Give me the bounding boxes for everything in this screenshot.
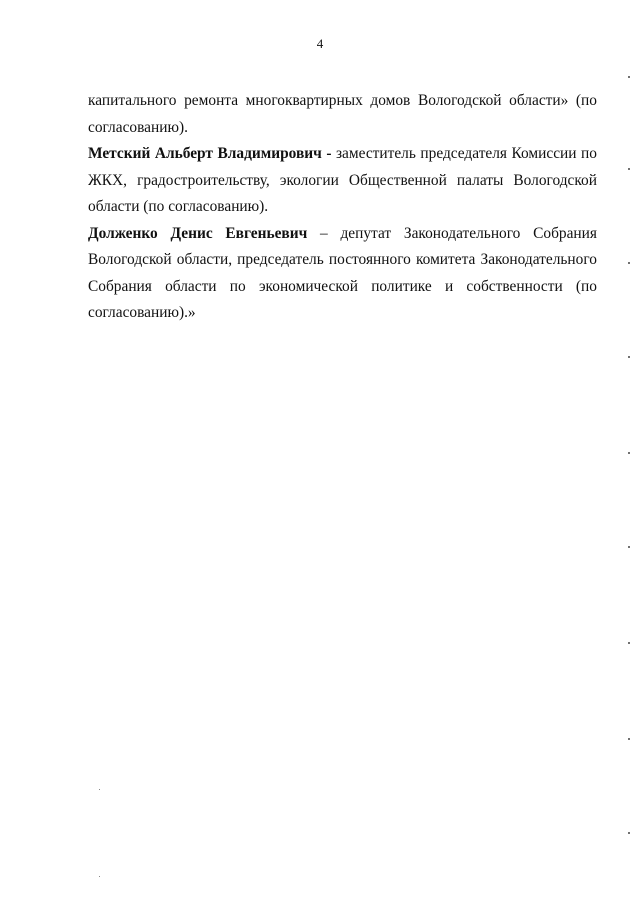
text-line: согласованию). — [88, 118, 188, 136]
person-name: Долженко Денис Евгеньевич — [88, 224, 308, 242]
scan-mark — [628, 452, 630, 454]
scan-mark — [628, 832, 630, 834]
text-line — [88, 221, 597, 248]
page-number: 4 — [316, 36, 324, 51]
scan-mark — [628, 642, 630, 644]
text-line: области (по согласованию). — [88, 198, 269, 215]
scan-mark — [628, 738, 630, 740]
person-role-start: заместитель председателя Комиссии по — [335, 145, 597, 162]
paragraph-continuation — [88, 88, 597, 141]
person-name: Метский Альберт Владимирович - — [88, 145, 332, 162]
scan-mark — [628, 76, 630, 78]
scan-mark — [99, 876, 100, 877]
text-line — [88, 141, 597, 168]
text-line: Собрания области по экономической политике и собственности (по — [88, 277, 597, 295]
paragraph-metsky — [88, 141, 597, 221]
scan-mark — [628, 356, 630, 358]
person-role-start: – депутат Законодательного Собрания — [320, 224, 597, 242]
text-line: согласованию).» — [88, 304, 196, 321]
text-line: Вологодской области, председатель постоянного комитета Законодательного — [88, 251, 597, 268]
paragraph-dolzhenko — [88, 221, 597, 327]
scan-mark — [628, 262, 630, 264]
scan-mark — [99, 789, 100, 790]
document-body — [88, 88, 597, 327]
text-line: капитального ремонта многоквартирных домов Вологодской области» (по — [88, 92, 597, 109]
scan-mark — [628, 168, 630, 170]
text-line: ЖКХ, градостроительству, экологии Общественной палаты Вологодской — [88, 171, 597, 189]
scan-mark — [628, 546, 630, 548]
